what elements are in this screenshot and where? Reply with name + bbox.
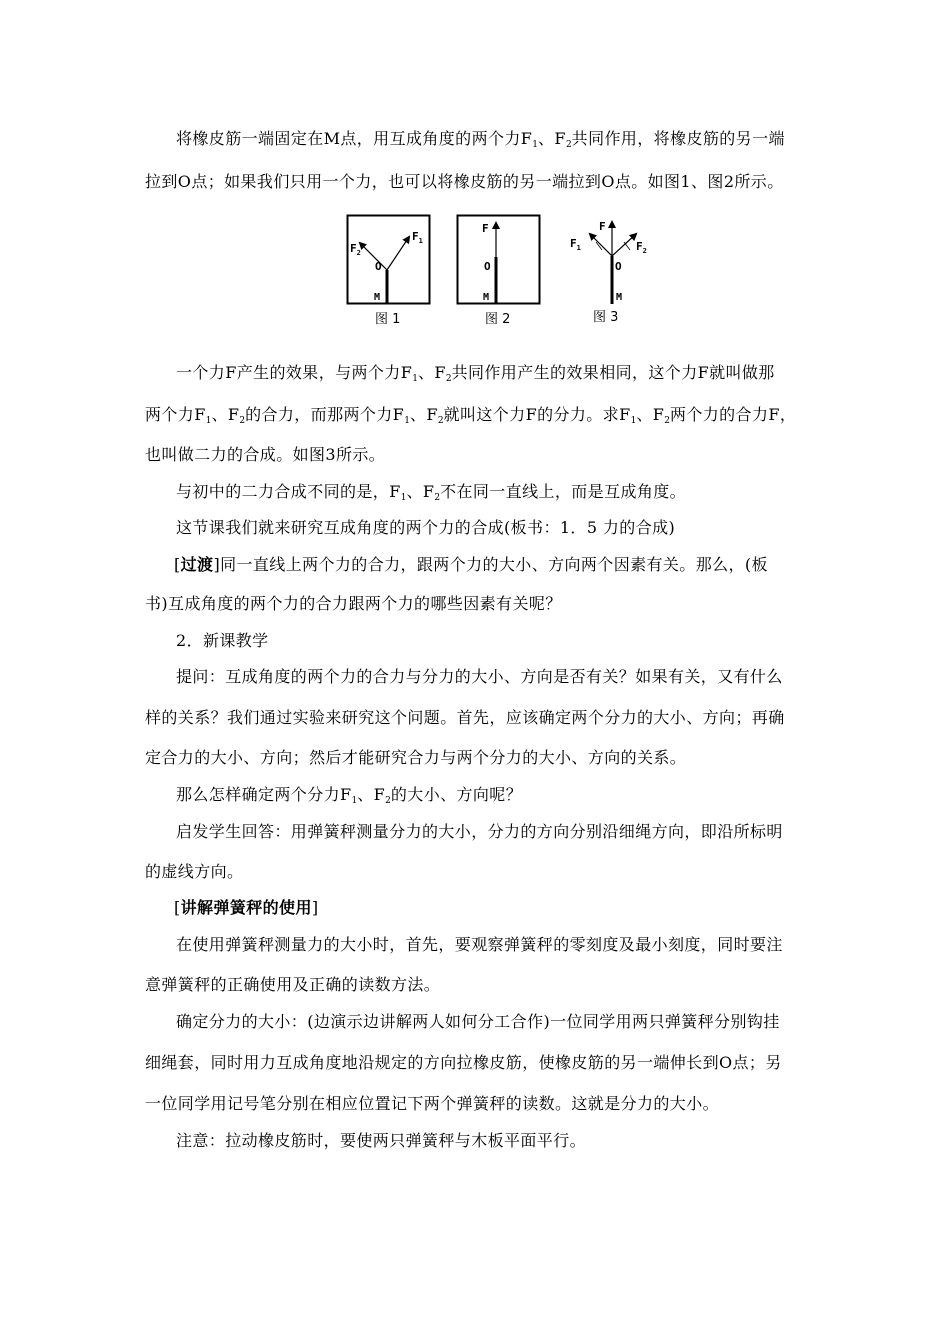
paragraph-line: [过渡]同一直线上两个力的合力，跟两个力的大小、方向两个因素有关。那么，(板: [174, 555, 768, 574]
force-f1-arrow: [590, 234, 612, 256]
paragraph-line: 两个力$F_1$、$F_2$的合力，而那两个力$F_1$、$F_2$就叫这个力F的分力。求$F_1$、$F_2$两个力的合力F，: [145, 405, 797, 426]
paragraph-line: 的虚线方向。: [145, 862, 244, 881]
section-heading: 2．新课教学: [176, 631, 269, 650]
paragraph-line: 细绳套，同时用力互成角度地沿规定的方向拉橡皮筋，使橡皮筋的另一端伸长到O点；另: [145, 1053, 782, 1072]
figure-2-frame: [458, 216, 540, 304]
label-f: F: [599, 220, 606, 233]
paragraph-line: 一位同学用记号笔分别在相应位置记下两个弹簧秤的读数。这就是分力的大小。: [145, 1094, 720, 1113]
label-f2: $F_2$: [350, 242, 361, 257]
label-m: M: [616, 292, 623, 303]
figure-2-caption: 图 2: [485, 312, 511, 327]
label-m: M: [374, 292, 381, 303]
paragraph-line: 样的关系？我们通过实验来研究这个问题。首先，应该确定两个分力的大小、方向；再确: [145, 708, 785, 727]
paragraph-line: 提问：互成角度的两个力的合力与分力的大小、方向是否有关？如果有关，又有什么: [176, 667, 783, 686]
paragraph-line: 启发学生回答：用弹簧秤测量分力的大小，分力的方向分别沿细绳方向，即沿所标明: [176, 822, 783, 841]
paragraph-line: 确定分力的大小：(边演示边讲解两人如何分工合作)一位同学用两只弹簧秤分别钩挂: [176, 1012, 780, 1031]
paragraph-line: 在使用弹簧秤测量力的大小时，首先，要观察弹簧秤的零刻度及最小刻度，同时要注: [176, 935, 783, 954]
label-f2: $F_2$: [636, 240, 647, 255]
label-f: F: [482, 222, 489, 235]
paragraph-line: 将橡皮筋一端固定在M点，用互成角度的两个力$F_1$、$F_2$共同作用，将橡皮筋的另一端: [176, 129, 785, 150]
paragraph-line: 意弹簧秤的正确使用及正确的读数方法。: [145, 975, 441, 994]
label-o: O: [375, 260, 382, 273]
figure-3-caption: 图 3: [593, 310, 619, 325]
figure-1-caption: 图 1: [375, 312, 401, 327]
force-f1-arrow: [387, 237, 409, 270]
paragraph-line: 一个力F产生的效果，与两个力$F_1$、$F_2$共同作用产生的效果相同，这个力F就叫做那: [176, 363, 775, 384]
label-o: O: [615, 260, 622, 273]
label-m: M: [483, 292, 490, 303]
subsection-heading: [讲解弹簧秤的使用]: [174, 898, 319, 917]
paragraph-line: 拉到O点；如果我们只用一个力，也可以将橡皮筋的另一端拉到O点。如图1、图2所示。: [145, 172, 784, 191]
force-f2-arrow: [360, 243, 387, 270]
bold-label: 过渡: [180, 555, 214, 574]
label-f1: $F_1$: [570, 237, 581, 252]
paragraph-line: 也叫做二力的合成。如图3所示。: [145, 445, 386, 464]
paragraph-line: 与初中的二力合成不同的是，$F_1$、$F_2$不在同一直线上，而是互成角度。: [176, 482, 687, 503]
paragraph-line: 书)互成角度的两个力的合力跟两个力的哪些因素有关呢？: [145, 594, 562, 613]
paragraph-line: 注意：拉动橡皮筋时，要使两只弹簧秤与木板平面平行。: [176, 1131, 587, 1150]
dashed-mark: [624, 242, 630, 250]
label-f1: $F_1$: [412, 230, 423, 245]
paragraph-line: 定合力的大小、方向；然后才能研究合力与两个分力的大小、方向的关系。: [145, 748, 687, 767]
force-f2-arrow: [612, 234, 636, 256]
paragraph-line: 这节课我们就来研究互成角度的两个力的合成(板书：1．5 力的合成): [176, 518, 676, 537]
paragraph-line: 那么怎样确定两个分力$F_1$、$F_2$的大小、方向呢？: [176, 785, 523, 806]
label-o: O: [484, 260, 491, 273]
